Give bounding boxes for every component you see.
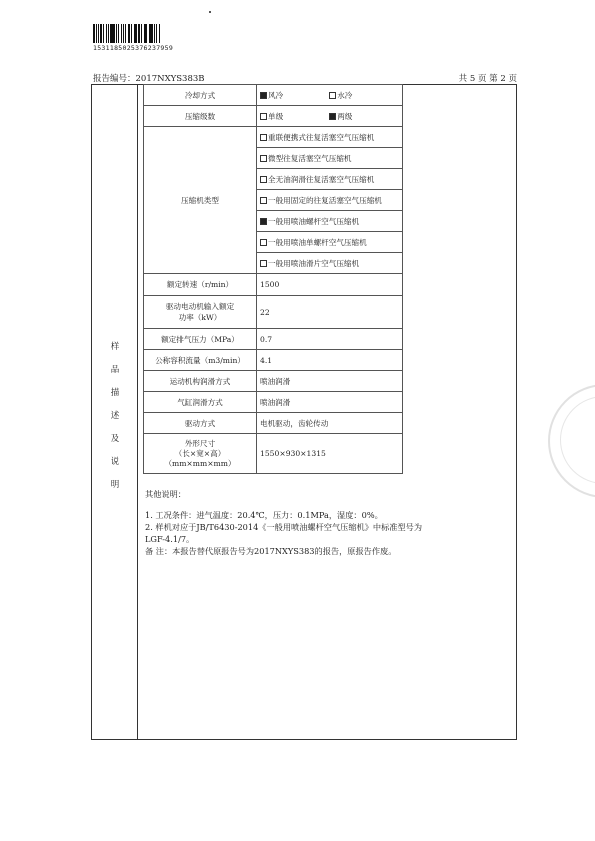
- note-line: 备 注：本报告替代原报告号为2017NXYS383的报告，原报告作废。: [145, 546, 397, 556]
- type-option-text: 重联便携式往复活塞空气压缩机: [268, 132, 375, 142]
- power-value: 22: [257, 296, 403, 329]
- type-option: [257, 190, 403, 211]
- side-char: 品: [110, 365, 120, 375]
- side-char: 说: [110, 457, 120, 467]
- spec-table: [143, 84, 403, 474]
- speed-value: 1500: [257, 274, 403, 296]
- dims-label-line: （长×宽×高）: [174, 448, 226, 458]
- checkbox-icon: [329, 92, 336, 99]
- pressure-value: 0.7: [257, 329, 403, 350]
- stages-opt-single: 单级: [268, 111, 284, 121]
- type-option-text: 一般用喷油单螺杆空气压缩机: [268, 237, 367, 247]
- flow-value: 4.1: [257, 350, 403, 371]
- side-char: 描: [110, 388, 120, 398]
- scan-dot: [209, 11, 211, 13]
- table-row: [144, 413, 403, 434]
- cooling-opt-water: 水冷: [337, 90, 353, 100]
- side-char: 述: [110, 411, 120, 421]
- checkbox-checked-icon: [329, 113, 336, 120]
- type-label: 压缩机类型: [144, 127, 257, 274]
- checkbox-icon: [260, 113, 267, 120]
- cooling-opt-air: 风冷: [268, 90, 284, 100]
- other-notes: [145, 488, 505, 557]
- table-row: [144, 85, 403, 106]
- drive-label: 驱动方式: [144, 413, 257, 434]
- speed-label: 额定转速（r/min）: [144, 274, 257, 296]
- note-line: 2. 样机对应于JB/T6430-2014《一般用喷油螺杆空气压缩机》中标准型号为: [145, 522, 423, 532]
- table-row: [144, 127, 403, 148]
- power-label-line: 驱动电动机输入额定: [165, 302, 235, 311]
- checkbox-icon: [260, 134, 267, 141]
- note-line: 1. 工况条件：进气温度：20.4℃，压力：0.1MPa，湿度：0%。: [145, 510, 383, 520]
- type-option-text: 全无油润滑往复活塞空气压缩机: [268, 174, 375, 184]
- checkbox-checked-icon: [260, 218, 267, 225]
- type-option-text: 微型往复活塞空气压缩机: [268, 153, 352, 163]
- dims-label-line: 外形尺寸: [184, 438, 216, 448]
- type-option: [257, 169, 403, 190]
- type-option: [257, 232, 403, 253]
- type-option: [257, 148, 403, 169]
- pressure-label: 额定排气压力（MPa）: [144, 329, 257, 350]
- checkbox-icon: [260, 260, 267, 267]
- power-label: [144, 296, 257, 329]
- table-row: [144, 434, 403, 474]
- dims-label-line: （mm×mm×mm）: [164, 458, 236, 468]
- drive-value: 电机驱动，齿轮传动: [257, 413, 403, 434]
- cylinder-lube-value: 喷油润滑: [257, 392, 403, 413]
- power-label-line: 功率（kW）: [178, 313, 222, 322]
- flow-label: 公称容积流量（m3/min）: [144, 350, 257, 371]
- checkbox-icon: [260, 197, 267, 204]
- table-row: [144, 274, 403, 296]
- motion-lube-label: 运动机构润滑方式: [144, 371, 257, 392]
- report-number: 报告编号：2017NXYS383B: [93, 74, 205, 84]
- type-option-text: 一般用喷油螺杆空气压缩机: [268, 216, 360, 226]
- checkbox-checked-icon: [260, 92, 267, 99]
- side-char: 及: [110, 434, 120, 444]
- stages-label: 压缩级数: [144, 106, 257, 127]
- dims-label: [144, 434, 257, 474]
- type-option-text: 一般用喷油滑片空气压缩机: [268, 258, 360, 268]
- table-row: [144, 106, 403, 127]
- checkbox-icon: [260, 155, 267, 162]
- barcode-bar: [160, 24, 161, 43]
- motion-lube-value: 喷油润滑: [257, 371, 403, 392]
- barcode-image: [93, 24, 187, 43]
- dims-value: 1550×930×1315: [257, 434, 403, 474]
- note-line: LGF-4.1/7。: [145, 534, 195, 544]
- stages-opt-two: 两级: [337, 111, 353, 121]
- cylinder-lube-label: 气缸润滑方式: [144, 392, 257, 413]
- barcode-number: 1531185025376237959: [93, 44, 174, 52]
- table-row: [144, 392, 403, 413]
- checkbox-icon: [260, 239, 267, 246]
- table-row: [144, 296, 403, 329]
- cooling-label: 冷却方式: [144, 85, 257, 106]
- checkbox-icon: [260, 176, 267, 183]
- type-option-text: 一般用固定的往复活塞空气压缩机: [268, 195, 382, 205]
- page-indicator: 共 5 页 第 2 页: [458, 74, 517, 84]
- table-row: [144, 329, 403, 350]
- side-char: 样: [110, 342, 120, 352]
- type-option: [257, 127, 403, 148]
- table-row: [144, 350, 403, 371]
- type-option: [257, 211, 403, 232]
- other-notes-title: 其他说明：: [145, 489, 186, 499]
- cooling-value: [257, 85, 403, 106]
- sample-description-label: [110, 336, 120, 497]
- type-option: [257, 253, 403, 274]
- side-char: 明: [110, 480, 120, 490]
- table-row: [144, 371, 403, 392]
- stages-value: [257, 106, 403, 127]
